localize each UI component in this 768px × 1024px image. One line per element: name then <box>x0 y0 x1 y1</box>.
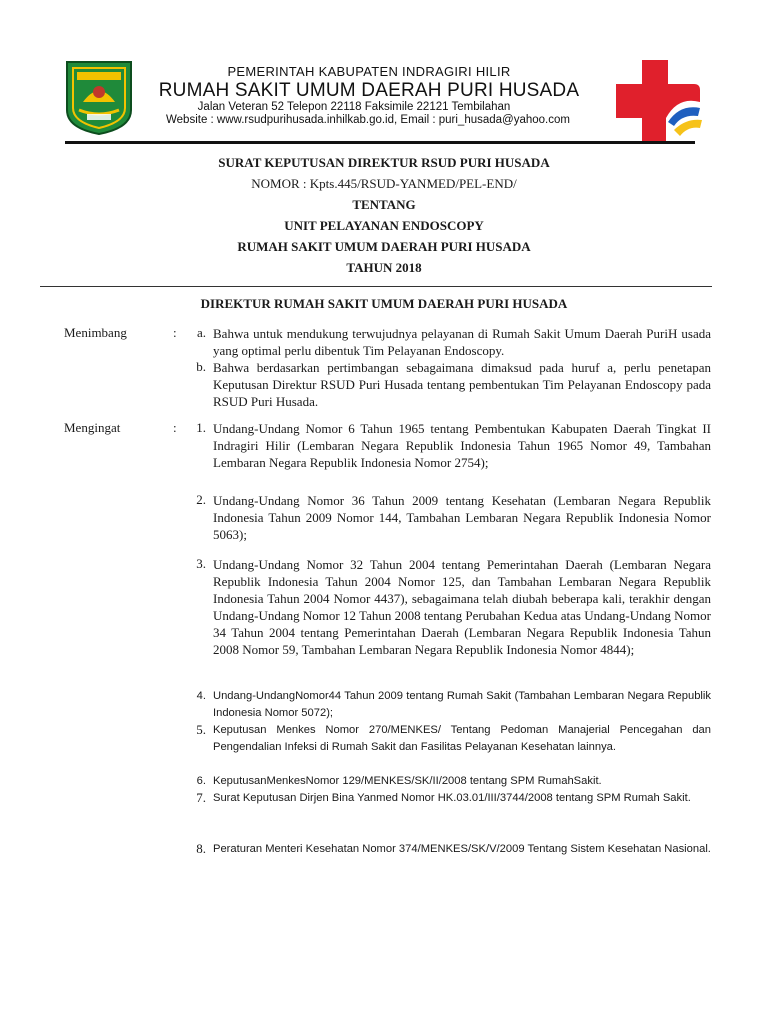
mengingat-mark-2: 2. <box>196 492 206 507</box>
mengingat-mark-5: 5. <box>196 722 206 737</box>
menimbang-mark-b: b. <box>196 359 206 374</box>
decree-year: TAHUN 2018 <box>346 260 422 275</box>
decree-about: TENTANG <box>352 197 416 212</box>
decree-subject: UNIT PELAYANAN ENDOSCOPY <box>284 218 484 233</box>
menimbang-label: Menimbang <box>64 325 127 340</box>
mengingat-item-5: Keputusan Menkes Nomor 270/MENKES/ Tentang Pedoman Manajerial Pencegahan dan Pengendalian Infeksi di Rumah Sakit dan Fasilitas Pelayanan Kesehatan lainnya. <box>213 724 711 753</box>
decree-title: SURAT KEPUTUSAN DIREKTUR RSUD PURI HUSADA <box>218 155 550 170</box>
mengingat-colon: : <box>173 420 177 435</box>
decree-issuer: DIREKTUR RUMAH SAKIT UMUM DAERAH PURI HUSADA <box>200 296 568 311</box>
health-cross-logo-icon <box>608 56 704 148</box>
title-divider <box>40 286 712 287</box>
mengingat-mark-8: 8. <box>196 841 206 856</box>
mengingat-item-6: KeputusanMenkesNomor 129/MENKES/SK/II/2008 tentang SPM RumahSakit. <box>213 775 602 787</box>
decree-number: NOMOR : Kpts.445/RSUD-YANMED/PEL-END/ <box>251 176 517 191</box>
letterhead-address: Jalan Veteran 52 Telepon 22118 Faksimile 22121 Tembilahan <box>197 101 511 113</box>
mengingat-mark-7: 7. <box>196 790 206 805</box>
letterhead-government: PEMERINTAH KABUPATEN INDRAGIRI HILIR <box>227 64 511 79</box>
letterhead-divider <box>65 141 695 144</box>
mengingat-mark-4: 4. <box>196 690 206 702</box>
letterhead-hospital-name: RUMAH SAKIT UMUM DAERAH PURI HUSADA <box>158 80 580 101</box>
menimbang-item-a: Bahwa untuk mendukung terwujudnya pelayanan di Rumah Sakit Umum Daerah PuriH usada yang optimal perlu dibentuk Tim Pelayanan Endoscopy. <box>213 326 711 358</box>
mengingat-label: Mengingat <box>64 420 121 435</box>
mengingat-item-1: Undang-Undang Nomor 6 Tahun 1965 tentang Pembentukan Kabupaten Daerah Tingkat II Indragiri Hilir (Lembaran Negara Republik Indonesia Tahun 1965 Nomor 49, Tambahan Lembaran Negara Republik Indonesia Nomor 2754); <box>213 421 711 470</box>
mengingat-item-8: Peraturan Menteri Kesehatan Nomor 374/MENKES/SK/V/2009 Tentang Sistem Kesehatan Nasional. <box>213 843 711 855</box>
mengingat-item-7: Surat Keputusan Dirjen Bina Yanmed Nomor HK.03.01/III/3744/2008 tentang SPM Rumah Sakit. <box>213 792 691 804</box>
menimbang-colon: : <box>173 325 177 340</box>
mengingat-mark-6: 6. <box>196 775 206 787</box>
mengingat-item-4: Undang-UndangNomor44 Tahun 2009 tentang Rumah Sakit (Tambahan Lembaran Negara Republik Indonesia Nomor 5072); <box>213 690 711 719</box>
menimbang-mark-a: a. <box>196 325 206 340</box>
letterhead-website-email: Website : www.rsudpurihusada.inhilkab.go.id, Email : puri_husada@yahoo.com <box>166 114 570 126</box>
mengingat-item-3: Undang-Undang Nomor 32 Tahun 2004 tentang Pemerintahan Daerah (Lembaran Negara Republik Indonesia Tahun 2004 Nomor 125, dan Tambahan Lembaran Negara Republik Indonesia Tahun 2004 Nomor 4437), sebagaimana telah diubah beberapa kali, terakhir dengan Undang-Undang Nomor 12 Tahun 2008 tentang Perubahan Kedua atas Undang-Undang Nomor 34 Tahun 2004 tentang Pemerintahan Daerah (Lembaran Negara Republik Indonesia Tahun 2008 Nomor 59, Tambahan Lembaran Negara Republik Indonesia Nomor 4844); <box>213 557 711 657</box>
mengingat-mark-3: 3. <box>196 556 206 571</box>
menimbang-item-b: Bahwa berdasarkan pertimbangan sebagaimana dimaksud pada huruf a, perlu penetapan Keputusan Direktur RSUD Puri Husada tentang pembentukan Tim Pelayanan Endoscopy pada RSUD Puri Husada. <box>213 360 711 409</box>
mengingat-mark-1: 1. <box>196 420 206 435</box>
mengingat-item-2: Undang-Undang Nomor 36 Tahun 2009 tentang Kesehatan (Lembaran Negara Republik Indonesia Tahun 2009 Nomor 144, Tambahan Lembaran Negara Republik Indonesia Nomor 5063); <box>213 493 711 542</box>
decree-hospital: RUMAH SAKIT UMUM DAERAH PURI HUSADA <box>237 239 531 254</box>
